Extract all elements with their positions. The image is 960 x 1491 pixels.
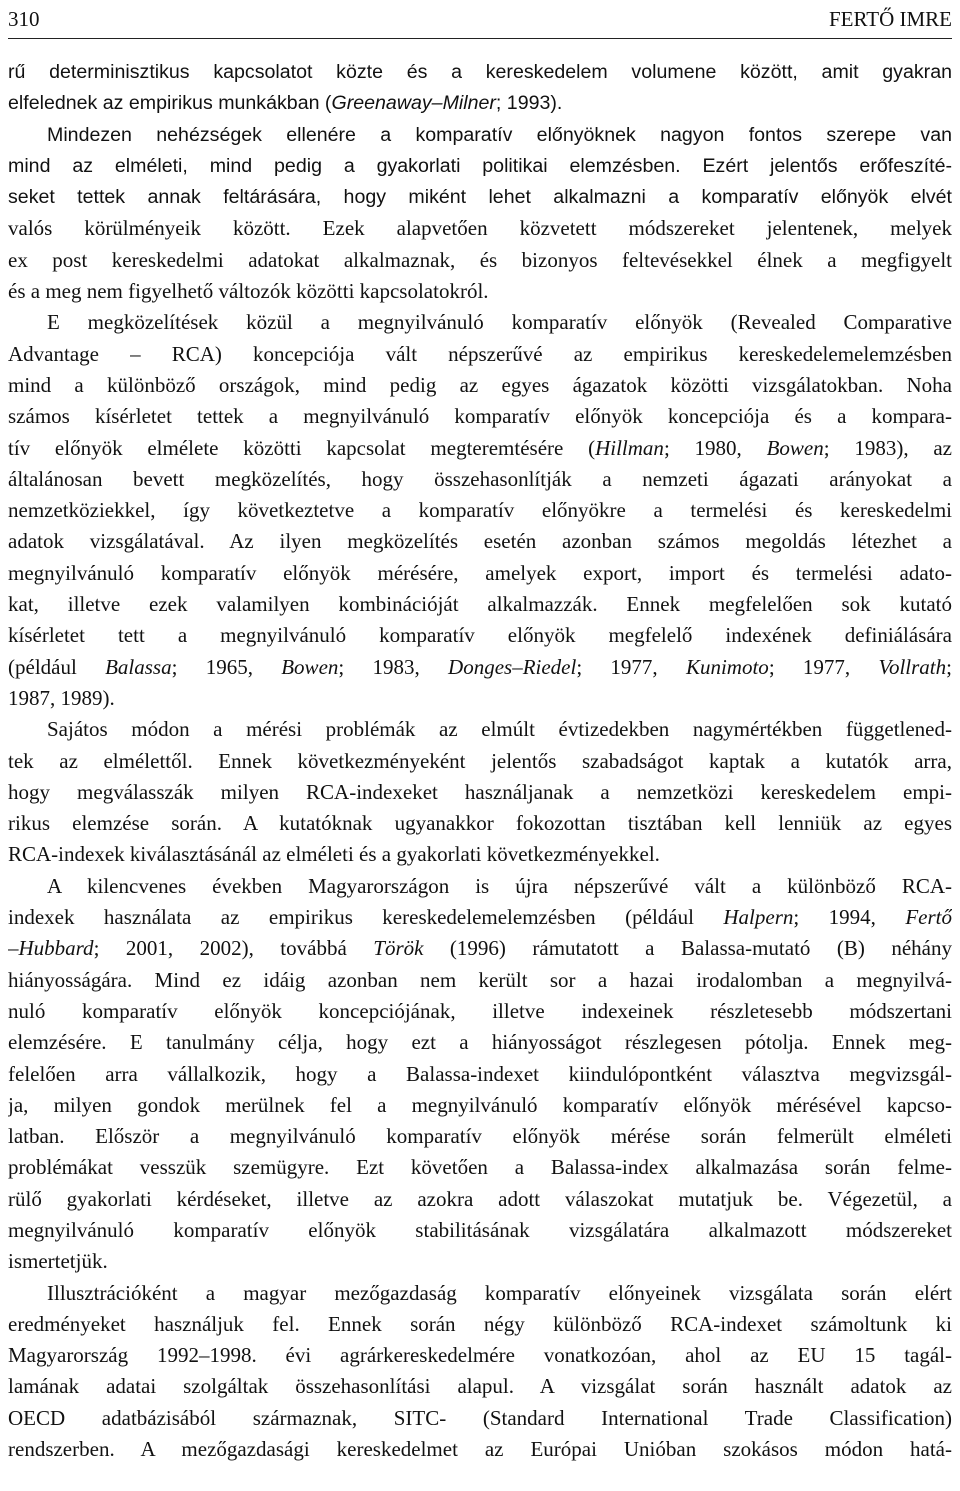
text-segment: eredményeket használjuk fel. Ennek során négy különböző RCA-indexet számoltunk ki	[8, 1311, 952, 1336]
citation-author: Balassa	[105, 654, 172, 679]
text-segment: 1987, 1989).	[8, 685, 115, 710]
text-segment: seket tettek annak feltárására, hogy miként lehet alkalmazni a komparatív előnyök elvét	[8, 186, 952, 209]
citation-author: Fertő	[905, 905, 952, 930]
text-line	[8, 88, 952, 119]
text-segment: tív előnyök elmélete közötti kapcsolat megteremtésére (	[8, 435, 596, 460]
text-line	[8, 746, 952, 777]
text-segment: felelően arra vállalkozik, hogy a Balassa-indexet kiindulópontként választva megvizsgál-	[8, 1061, 952, 1086]
text-segment: E megközelítések közül a megnyilvánuló komparatív előnyök (Revealed Comparative	[47, 310, 952, 335]
text-segment: Illusztrációként a magyar mezőgazdaság komparatív előnyeinek vizsgálata során elért	[47, 1280, 952, 1305]
text-line	[8, 933, 952, 964]
header-rule	[8, 38, 952, 39]
text-line	[8, 652, 952, 683]
text-segment: Advantage – RCA) koncepciója vált népszerűvé az empirikus kereskedelemelemzésben	[8, 341, 952, 366]
text-line	[8, 1371, 952, 1402]
text-segment: ; 1983,	[338, 654, 449, 679]
text-line	[8, 871, 952, 902]
text-line	[8, 464, 952, 495]
text-line	[8, 1059, 952, 1090]
text-line	[8, 1340, 952, 1371]
text-segment: ismertetjük.	[8, 1249, 108, 1274]
text-segment: ;	[946, 654, 952, 679]
text-segment: mind a különböző országok, mind pedig az egyes ágazatok közötti vizsgálatokban. Noha	[8, 372, 952, 397]
text-segment: rendszerben. A mezőgazdasági kereskedelmet az Európai Unióban szokásos módon hatá-	[8, 1437, 952, 1462]
text-line	[8, 1027, 952, 1058]
text-segment: elfelednek az empirikus munkákban (	[8, 92, 332, 115]
text-line	[8, 245, 952, 276]
text-segment: megnyilvánuló komparatív előnyök stabilitásának vizsgálatára alkalmazott módszereket	[8, 1217, 952, 1242]
text-segment: és a meg nem figyelhető változók közötti kapcsolatokról.	[8, 279, 489, 304]
text-segment: Sajátos módon a mérési problémák az elmúlt évtizedekben nagymértékben függetlened-	[47, 717, 952, 742]
text-segment: Ezért jelentős erőfeszíté-	[680, 154, 952, 177]
text-line	[8, 902, 952, 933]
text-segment: Mindezen nehézségek ellenére a komparatív előnyöknek nagyon fontos szerepe van	[47, 123, 952, 146]
text-segment: adatok vizsgálatával. Az ilyen megközelítés esetén azonban számos megoldás létezhet a	[8, 529, 952, 554]
text-line	[8, 558, 952, 589]
text-segment: rülő gyakorlati kérdéseket, illetve az azokra adott válaszokat mutatjuk be. Végezetül, a	[8, 1186, 952, 1211]
text-line	[8, 965, 952, 996]
text-line	[8, 1246, 952, 1277]
text-line	[8, 808, 952, 839]
text-segment: OECD adatbázisából származnak, SITC- (Standard International Trade Classification)	[8, 1405, 952, 1430]
text-line	[8, 120, 952, 151]
text-segment: ; 1965,	[171, 654, 282, 679]
text-segment: ; 1994,	[793, 905, 906, 930]
text-line	[8, 57, 952, 88]
text-line	[8, 370, 952, 401]
text-line	[8, 996, 952, 1027]
text-line	[8, 777, 952, 808]
text-segment: kísérletet tett a megnyilvánuló komparatív előnyök megfelelő indexének definiálására	[8, 623, 952, 648]
citation-author: Bowen	[281, 654, 339, 679]
text-segment: Magyarország 1992–1998. évi agrárkereskedelmére vonatkozóan, ahol az EU 15 tagál-	[8, 1343, 952, 1368]
page-header	[8, 4, 952, 34]
text-segment: általánosan bevett megközelítés, hogy összehasonlítják a nemzeti ágazati arányokat a	[8, 466, 952, 491]
citation-author: Greenaway–Milner	[331, 92, 496, 115]
text-line	[8, 589, 952, 620]
text-segment: ex post kereskedelmi adatokat alkalmaznak, és bizonyos feltevésekkel élnek a megfigyelt	[8, 247, 952, 272]
running-head: FERTŐ IMRE	[829, 7, 952, 31]
text-line	[8, 1184, 952, 1215]
text-line	[8, 495, 952, 526]
text-line	[8, 1278, 952, 1309]
text-segment: nuló komparatív előnyök koncepciójának, illetve indexeinek részletesebb módszertani	[8, 998, 952, 1023]
citation-author: Donges–Riedel	[448, 654, 577, 679]
text-segment: ja, milyen gondok merülnek fel a megnyilvánuló komparatív előnyök mérésével kapcso-	[8, 1092, 952, 1117]
text-segment: indexek használata az empirikus kereskedelemelemzésben (például	[8, 905, 724, 930]
text-segment: lamának adatai szolgáltak összehasonlítási alapul. A vizsgálat során használt adatok az	[8, 1374, 952, 1399]
text-line	[8, 620, 952, 651]
text-segment: (1996) rámutatott a Balassa-mutató (B) néhány	[423, 936, 952, 961]
text-segment: hogy megválasszák milyen RCA-indexeket használjanak a nemzetközi kereskedelem empi-	[8, 779, 952, 804]
text-line	[8, 683, 952, 714]
page-number: 310	[8, 7, 40, 31]
text-segment: A kilencvenes években Magyarországon is újra népszerűvé vált a különböző RCA-	[47, 873, 952, 898]
text-segment: tek az elmélettől. Ennek következményeként jelentős szabadságot kaptak a kutatók arra,	[8, 748, 952, 773]
text-line	[8, 213, 952, 244]
citation-author: Bowen	[766, 435, 824, 460]
text-line	[8, 307, 952, 338]
citation-author: Kunimoto	[685, 654, 769, 679]
text-segment: problémákat vesszük szemügyre. Ezt követően a Balassa-index alkalmazása során felme-	[8, 1155, 952, 1180]
text-segment: ; 1993).	[495, 92, 563, 115]
text-line	[8, 1434, 952, 1465]
text-line	[8, 839, 952, 870]
citation-author: Halpern	[723, 905, 794, 930]
text-line	[8, 526, 952, 557]
text-line	[8, 151, 952, 182]
text-segment: rikus elemzése során. A kutatóknak ugyanakkor fokozottan tisztában kell lenniük az egyes	[8, 811, 952, 836]
text-segment: hiányosságára. Mind ez idáig azonban nem került sor a hazai irodalomban a megnyilvá-	[8, 967, 952, 992]
text-line	[8, 401, 952, 432]
text-line	[8, 1403, 952, 1434]
citation-author: Vollrath	[878, 654, 947, 679]
text-line	[8, 714, 952, 745]
text-line	[8, 339, 952, 370]
text-segment: ; 2001, 2002), továbbá	[93, 936, 374, 961]
text-segment: (például	[8, 654, 106, 679]
text-segment: latban. Először a megnyilvánuló komparatív előnyök mérése során felmerült elméleti	[8, 1124, 952, 1149]
text-line	[8, 1090, 952, 1121]
text-segment: számos kísérletet tettek a megnyilvánuló komparatív előnyök koncepciója és a kompara-	[8, 404, 952, 429]
text-segment: Ezek alapvetően közvetett módszereket jelentenek, melyek	[290, 216, 952, 241]
text-segment: megnyilvánuló komparatív előnyök mérésére, amelyek export, import és termelési adato-	[8, 560, 952, 585]
text-segment: nemzetköziekkel, így következtetve a komparatív előnyökre a termelési és kereskedelmi	[8, 498, 952, 523]
citation-author: Hillman	[595, 435, 664, 460]
text-segment: ; 1983), az	[823, 435, 952, 460]
text-segment: kat, illetve ezek valamilyen kombinációját alkalmazzák. Ennek megfelelően sok kutató	[8, 592, 952, 617]
text-line	[8, 1309, 952, 1340]
text-line	[8, 1121, 952, 1152]
text-segment: ; 1977,	[768, 654, 879, 679]
citation-author: Török	[373, 936, 424, 961]
text-segment: rű determinisztikus kapcsolatot közte és a kereskedelem volumene között, amit gyakran	[8, 61, 952, 83]
text-segment: mind az elméleti, mind pedig a gyakorlati politikai elemzésben.	[8, 154, 681, 177]
text-line	[8, 276, 952, 307]
text-line	[8, 182, 952, 213]
text-segment: ; 1977,	[576, 654, 686, 679]
text-segment: ; 1980,	[663, 435, 767, 460]
citation-author: –Hubbard	[8, 936, 94, 961]
body-text	[8, 57, 952, 1465]
text-line	[8, 1152, 952, 1183]
text-segment: RCA-indexek kiválasztásánál az elméleti és a gyakorlati következményekkel.	[8, 842, 660, 867]
text-segment: valós körülményeik között.	[8, 216, 291, 241]
text-segment: elemzésére. E tanulmány célja, hogy ezt a hiányosságot részlegesen pótolja. Ennek meg-	[8, 1030, 952, 1055]
text-line	[8, 433, 952, 464]
text-line	[8, 1215, 952, 1246]
